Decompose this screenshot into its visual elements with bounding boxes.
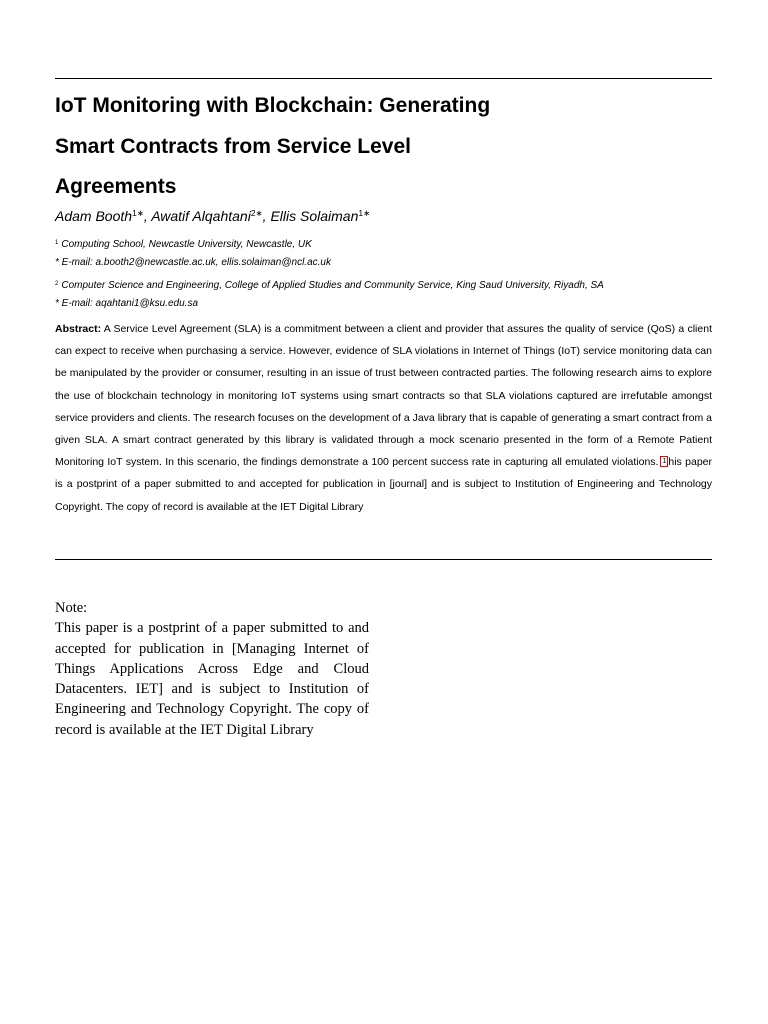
- postprint-note: [55, 598, 369, 740]
- author-name: Adam Booth: [55, 208, 133, 224]
- abstract-text: A Service Level Agreement (SLA) is a commitment between a client and provider that assures the quality of service (QoS) a client can expect to receive when purchasing a service. However, evidence of SLA violations in Internet of Things (IoT) service monitoring data can be manipulated by the provider or consumer, resulting in an issue of trust between contracted parties. The following research aims to explore the use of blockchain technology in monitoring IoT systems using smart contracts so that SLA violations captured are irrefutable amongst service providers and clients. The research focuses on the development of a Java library that is capable of generating a smart contract from a given SLA. A smart contract generated by this library is validated through a mock scenario presented in the form of a Remote Patient Monitoring IoT system. In this scenario, the findings demonstrate a 100 percent success rate in capturing all emulated violations.: [55, 323, 712, 469]
- footnote-link[interactable]: 1: [662, 458, 667, 466]
- affiliation-mark: 1: [55, 240, 59, 246]
- affiliation-list: [55, 233, 735, 314]
- abstract: [55, 318, 712, 518]
- title-line-1: IoT Monitoring with Blockchain: Generating: [55, 94, 491, 117]
- abstract-label: Abstract:: [55, 323, 102, 335]
- email-line: [55, 294, 735, 314]
- email-line: [55, 253, 735, 273]
- title-line-2: Smart Contracts from Service Level: [55, 134, 411, 158]
- affiliation-text: Computing School, Newcastle University, Newcastle, UK: [61, 239, 312, 250]
- note-title: Note:: [55, 600, 88, 616]
- affiliation-line: [55, 233, 735, 253]
- note-body: This paper is a postprint of a paper submitted to and accepted for publication in [Managing Internet of Things Applications Across Edge and Cloud Datacenters. IET] and is subject to Institution of Engineering and Technology Copyright. The copy of record is available at the IET Digital Library: [55, 620, 369, 738]
- title-line-3: Agreements: [55, 175, 177, 198]
- email-text: * E-mail: aqahtani1@ksu.edu.sa: [55, 297, 199, 309]
- author-affiliation-mark: 1∗: [358, 208, 371, 218]
- author-separator: ,: [143, 208, 152, 224]
- email-text: * E-mail: a.booth2@newcastle.ac.uk, ellis.solaiman@ncl.ac.uk: [55, 257, 331, 269]
- author-affiliation-mark: 1∗: [132, 208, 144, 218]
- affiliation-mark: 2: [55, 280, 59, 287]
- paper-title: [55, 86, 695, 208]
- author-name: Ellis Solaiman: [270, 208, 359, 224]
- author-affiliation-mark: 2∗: [250, 208, 263, 218]
- top-rule: [55, 78, 712, 79]
- author-list: [55, 206, 712, 226]
- bottom-rule: [55, 559, 712, 560]
- affiliation-text: Computer Science and Engineering, College of Applied Studies and Community Service, King Saud University, Riyadh, SA: [61, 279, 604, 291]
- affiliation-line: [55, 274, 735, 294]
- author-separator: ,: [262, 208, 271, 224]
- abstract-text-continued: his paper is a postprint of a paper submitted to and accepted for publication in [journal] and is subject to Institution of Engineering and Technology Copyright. The copy of record is available at the IET Digital Library: [55, 456, 713, 513]
- author-name: Awatif Alqahtani: [151, 208, 251, 224]
